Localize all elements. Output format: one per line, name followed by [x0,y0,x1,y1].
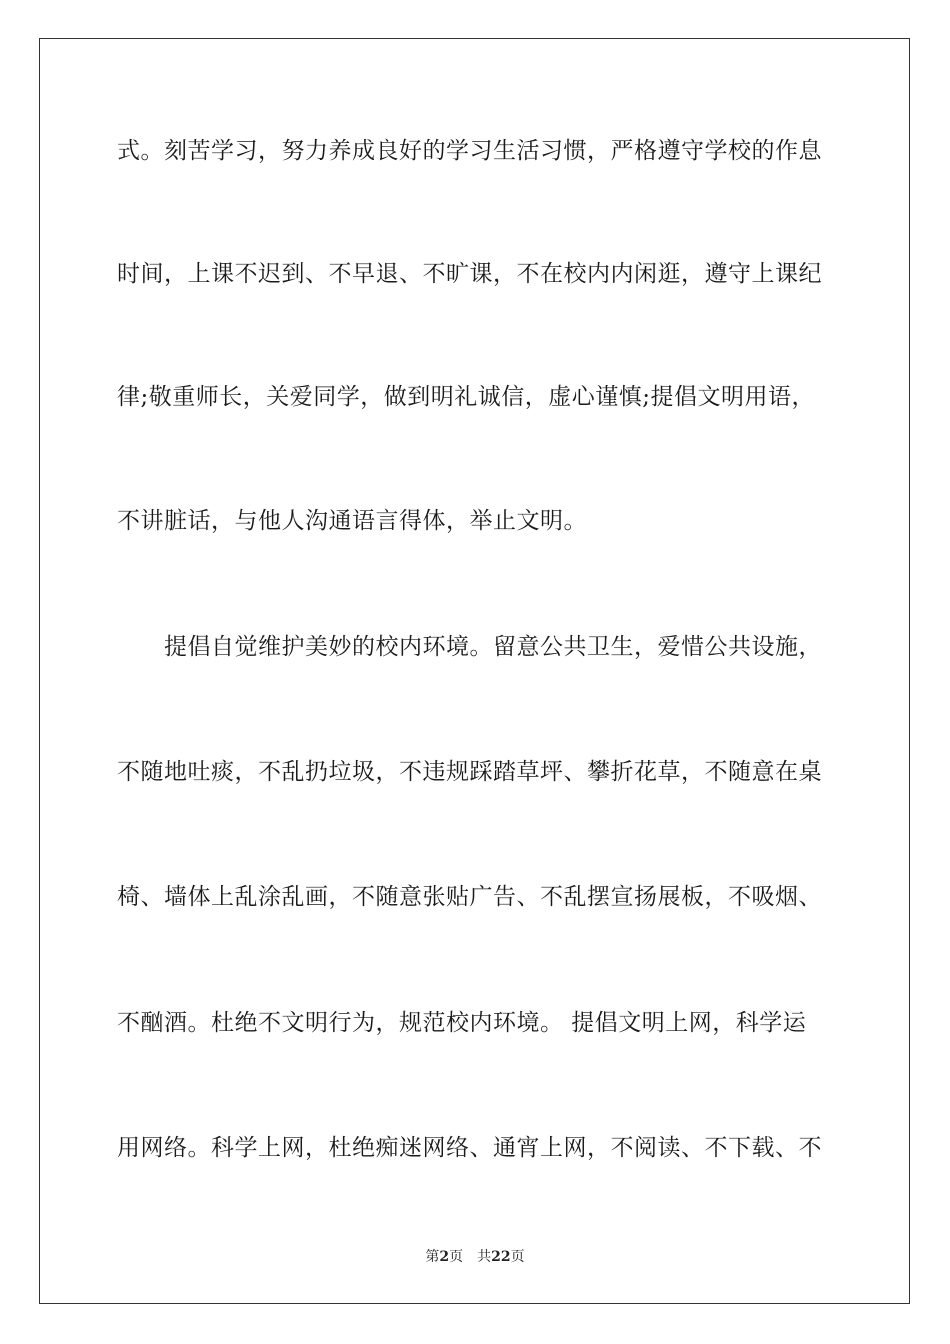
page-number: 2 [439,1249,450,1265]
body-line-4: 不讲脏话，与他人沟通语言得体，举止文明。 [117,508,587,534]
body-line-5-paragraph-start: 提倡自觉维护美妙的校内环境。留意公共卫生，爱惜公共设施， [164,634,822,660]
body-line-6: 不随地吐痰，不乱扔垃圾，不违规踩踏草坪、攀折花草，不随意在桌 [117,759,822,785]
body-line-9: 用网络。科学上网，杜绝痴迷网络、通宵上网，不阅读、不下载、不 [117,1135,822,1161]
total-pages: 22 [491,1249,511,1265]
page-footer [0,1248,950,1266]
total-suffix: 页 [510,1249,525,1265]
page-border [39,38,910,1304]
body-line-3: 律;敬重师长，关爱同学，做到明礼诚信，虚心谨慎;提倡文明用语， [117,384,815,410]
page-suffix: 页 [449,1249,464,1265]
body-line-1: 式。刻苦学习，努力养成良好的学习生活习惯，严格遵守学校的作息 [117,138,822,164]
body-line-8: 不酗酒。杜绝不文明行为，规范校内环境。 提倡文明上网，科学运 [117,1010,807,1036]
body-line-2: 时间，上课不迟到、不早退、不旷课，不在校内内闲逛，遵守上课纪 [117,261,822,287]
total-prefix: 共 [477,1249,492,1265]
page-prefix: 第 [425,1249,440,1265]
body-line-7: 椅、墙体上乱涂乱画，不随意张贴广告、不乱摆宣扬展板，不吸烟、 [117,884,822,910]
